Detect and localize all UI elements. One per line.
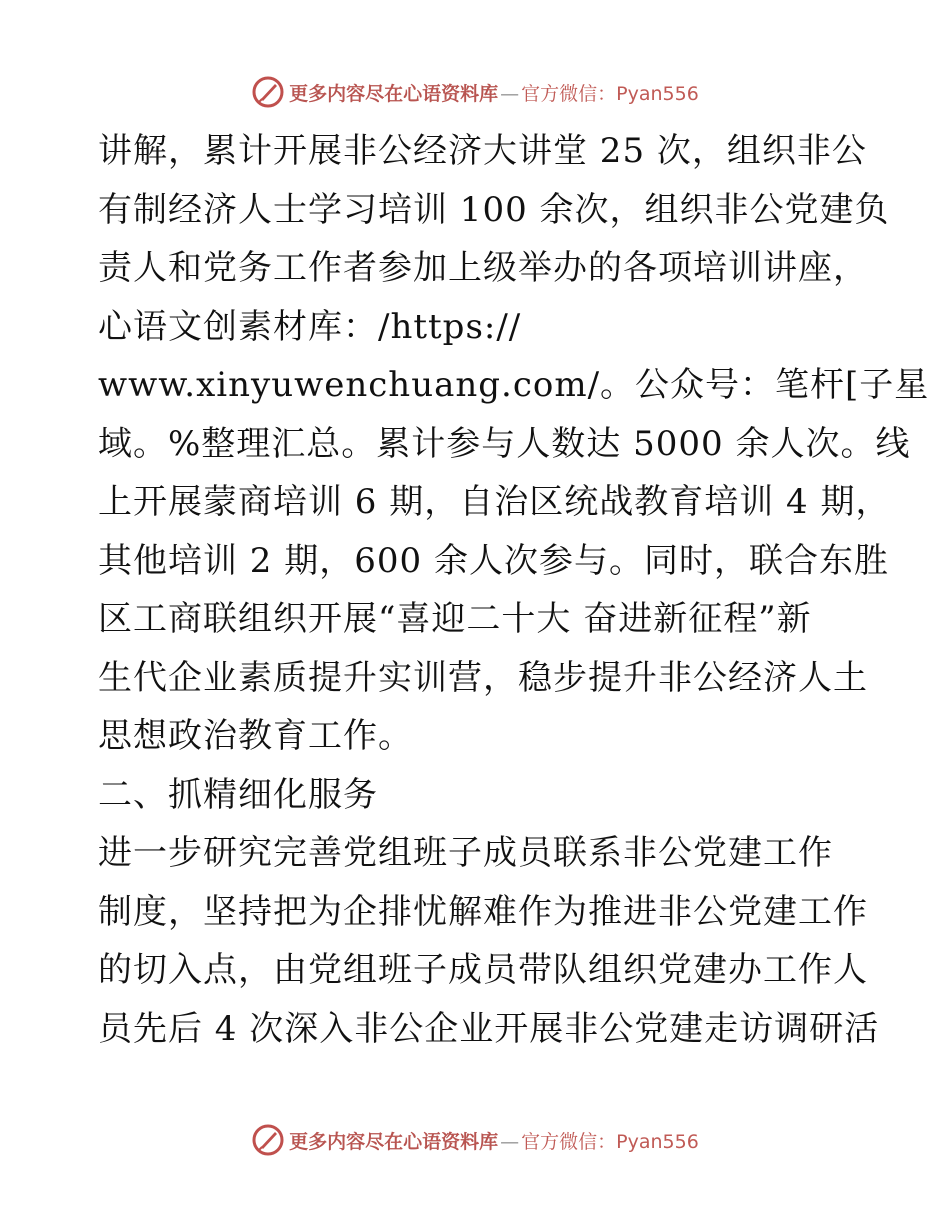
text-line: 区工商联组织开展“喜迎二十大 奋进新征程”新 (98, 599, 812, 639)
text-line: 有制经济人士学习培训 100 余次，组织非公党建负 (98, 189, 890, 230)
watermark-text (289, 79, 699, 106)
text-line: 责人和党务工作者参加上级举办的各项培训讲座， (98, 248, 868, 288)
text-line: 的切入点，由党组班子成员带队组织党建办工作人 (98, 950, 868, 990)
watermark-separator: — (500, 1130, 520, 1153)
document-body (98, 122, 930, 1058)
text-line: 讲解，累计开展非公经济大讲堂 25 次，组织非公 (98, 131, 867, 171)
text-line: www.xinyuwenchuang.com/。公众号：笔杆[子星 (98, 365, 930, 405)
section-heading: 二、抓精细化服务 (98, 774, 378, 815)
text-line: 生代企业素质提升实训营，稳步提升非公经济人土 (98, 657, 868, 698)
quill-logo-icon (251, 1123, 285, 1157)
footer-watermark (0, 1120, 950, 1160)
text-line: 上开展蒙商培训 6 期，自治区统战教育培训 4 期， (98, 482, 891, 522)
watermark-text (289, 1127, 699, 1154)
watermark-separator: — (500, 82, 520, 105)
watermark-wechat: 官方微信：Pyan556 (521, 82, 699, 105)
text-line: 员先后 4 次深入非公企业开展非公党建走访调研活 (98, 1008, 880, 1049)
text-line: 进一步研究完善党组班子成员联系非公党建工作 (98, 833, 833, 873)
text-line: 其他培训 2 期，600 余人次参与。同时，联合东胜 (98, 540, 889, 581)
quill-logo-icon (251, 75, 285, 109)
text-line: 制度，坚持把为企排忧解难作为推进非公党建工作 (98, 891, 868, 932)
text-line: 心语文创素材库：/https:// (98, 306, 522, 347)
text-line: 域。%整理汇总。累计参与人数达 5000 余人次。线 (98, 423, 911, 464)
watermark-brand: 更多内容尽在心语资料库 (289, 1130, 499, 1153)
text-line: 思想政治教育工作。 (98, 716, 413, 756)
watermark-wechat: 官方微信：Pyan556 (521, 1130, 699, 1153)
header-watermark (0, 72, 950, 112)
watermark-brand: 更多内容尽在心语资料库 (289, 82, 499, 105)
